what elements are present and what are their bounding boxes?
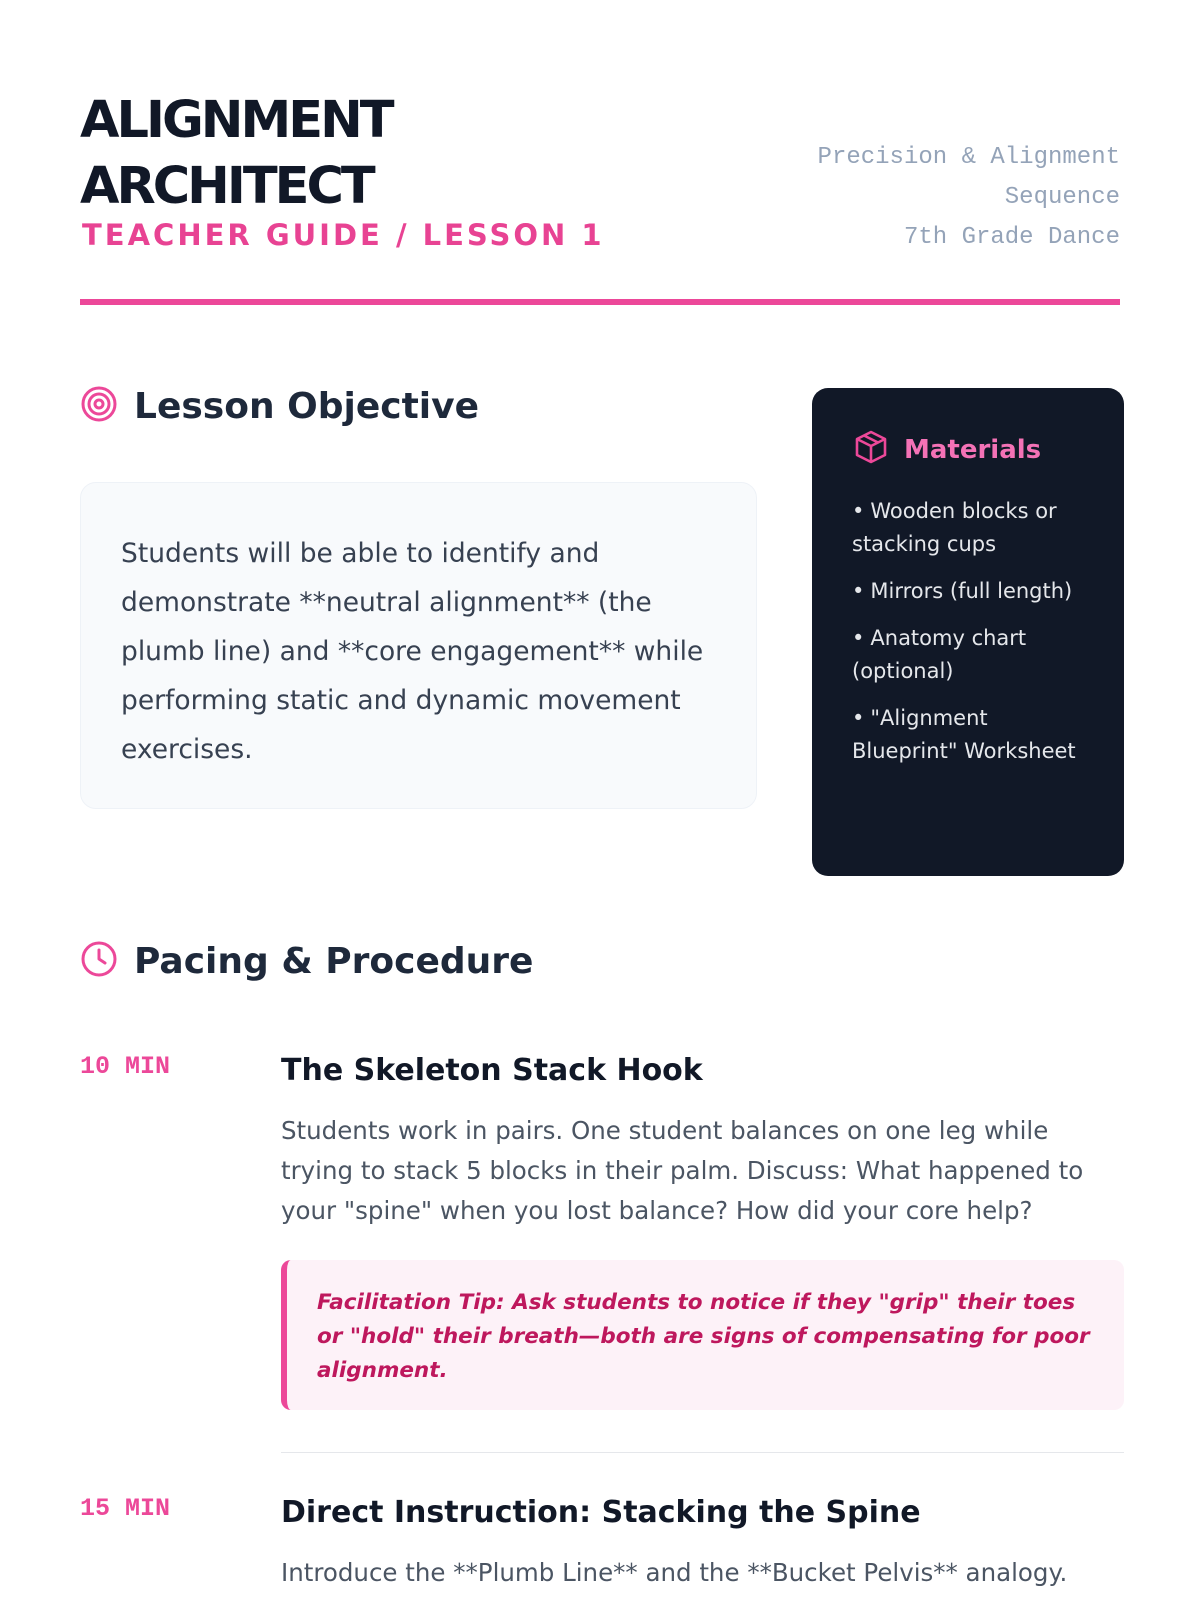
materials-list: [852, 495, 1084, 768]
section-title: Pacing & Procedure: [134, 941, 534, 982]
step-duration: 15 MIN: [80, 1494, 171, 1523]
list-item: • Anatomy chart (optional): [852, 626, 1027, 683]
package-icon: [852, 428, 890, 471]
objective-section-header: [80, 385, 479, 428]
section-title: Lesson Objective: [134, 386, 480, 427]
pacing-section-header: [80, 940, 533, 983]
materials-title: Materials: [904, 434, 1042, 465]
step-description: Students work in pairs. One student balances on one leg while trying to stack 5 blocks in their palm. Discuss: What happened to your "spine" when you lost balance? How did your core help?: [281, 1116, 1084, 1225]
step-description: Introduce the **Plumb Line** and the **Bucket Pelvis** analogy.: [281, 1558, 1068, 1587]
materials-header: [852, 428, 1084, 471]
clock-icon: [80, 940, 118, 983]
page-subtitle: TEACHER GUIDE / LESSON 1: [82, 218, 605, 252]
objective-text: Students will be able to identify and demonstrate **neutral alignment** (the plumb line) and **core engagement** while performing static and dynamic movement exercises.: [121, 538, 704, 765]
list-item: • Mirrors (full length): [852, 579, 1073, 603]
meta-line: Precision & Alignment: [817, 144, 1120, 171]
objective-card: [80, 482, 757, 809]
header-divider: [80, 299, 1120, 305]
list-item: • Wooden blocks or stacking cups: [852, 499, 1057, 556]
step-divider: [281, 1452, 1124, 1453]
list-item: • "Alignment Blueprint" Worksheet: [852, 706, 1076, 763]
step-title: The Skeleton Stack Hook: [281, 1053, 703, 1088]
meta-line: Sequence: [1004, 184, 1120, 211]
materials-panel: [812, 388, 1124, 876]
step-duration: 10 MIN: [80, 1052, 171, 1081]
step-title: Direct Instruction: Stacking the Spine: [281, 1495, 921, 1530]
page-header: [80, 88, 1120, 252]
meta-line: 7th Grade Dance: [903, 224, 1120, 251]
page-title: ALIGNMENT ARCHITECT: [80, 91, 392, 216]
tip-text: Facilitation Tip: Ask students to notice if they "grip" their toes or "hold" their breath—both are signs of compensating for poor alignment.: [317, 1290, 1090, 1383]
target-icon: [80, 385, 118, 428]
lesson-meta: [818, 138, 1120, 258]
facilitation-tip: [281, 1260, 1124, 1410]
